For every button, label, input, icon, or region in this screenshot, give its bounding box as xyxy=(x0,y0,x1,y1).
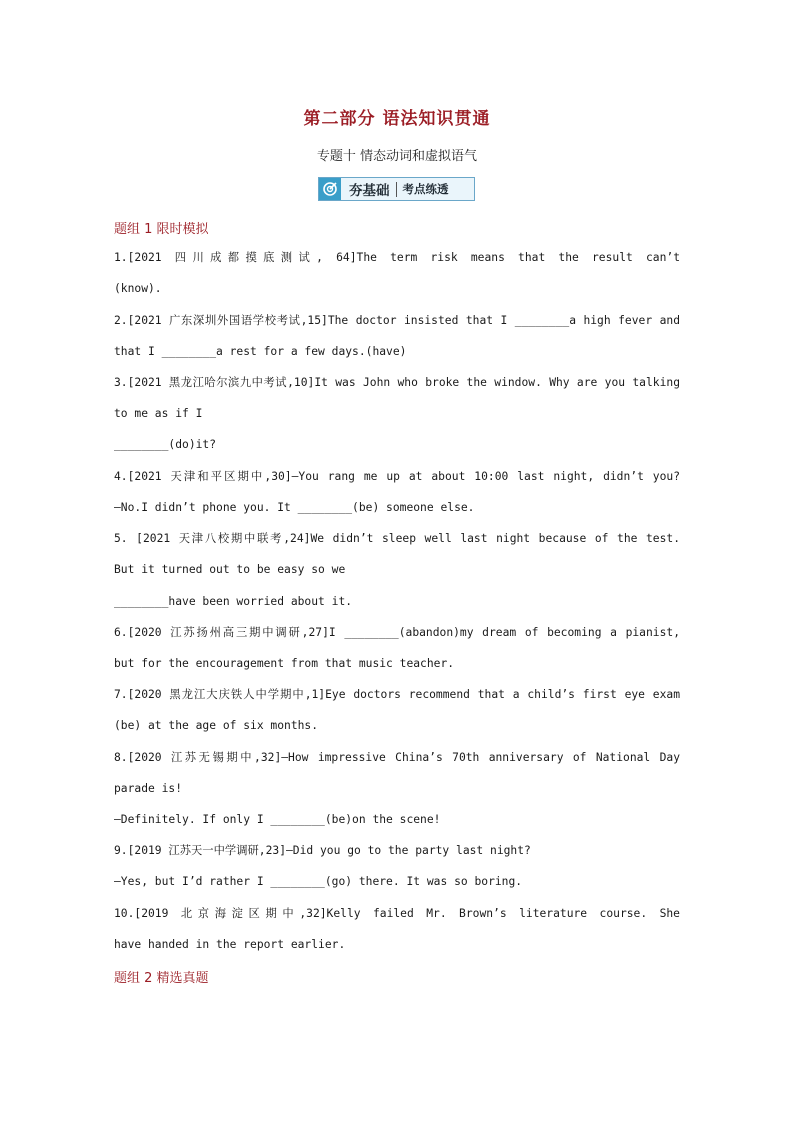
section-badge xyxy=(318,177,475,201)
question-line: (be) at the age of six months. xyxy=(114,719,319,732)
question-line: 5. [2021 天津八校期中联考,24]We didn’t sleep well last night because of the test. xyxy=(114,532,680,545)
question-line: that I ________a rest for a few days.(have) xyxy=(114,345,407,358)
target-icon xyxy=(319,178,341,200)
group-heading-1: 题组 1 限时模拟 xyxy=(114,222,209,237)
badge-main-label: 夯基础 xyxy=(349,183,390,199)
question-line: But it turned out to be easy so we xyxy=(114,563,346,576)
question-line: —No.I didn’t phone you. It ________(be) someone else. xyxy=(114,501,475,514)
question-line: 1.[2021 四川成都摸底测试, 64]The term risk means that the result can’t xyxy=(114,251,680,264)
question-line: ________have been worried about it. xyxy=(114,595,353,608)
page-title: 第二部分 语法知识贯通 xyxy=(303,109,491,129)
question-line: to me as if I xyxy=(114,407,203,420)
question-line: have handed in the report earlier. xyxy=(114,938,346,951)
question-line: but for the encouragement from that music teacher. xyxy=(114,657,455,670)
badge-sub-label: 考点练透 xyxy=(402,182,449,196)
question-line: (know). xyxy=(114,282,162,295)
question-line: —Yes, but I’d rather I ________(go) there. It was so boring. xyxy=(114,875,523,888)
page-subtitle: 专题十 情态动词和虚拟语气 xyxy=(316,149,478,164)
question-line: 9.[2019 江苏天一中学调研,23]—Did you go to the party last night? xyxy=(114,844,531,857)
question-line: 6.[2020 江苏扬州高三期中调研,27]I ________(abandon)my dream of becoming a pianist, xyxy=(114,626,680,639)
question-line: 2.[2021 广东深圳外国语学校考试,15]The doctor insisted that I ________a high fever and xyxy=(114,314,680,327)
question-line: 4.[2021 天津和平区期中,30]—You rang me up at about 10:00 last night, didn’t you? xyxy=(114,470,680,483)
group-heading-2: 题组 2 精选真题 xyxy=(114,971,209,986)
question-line: ________(do)it? xyxy=(114,438,217,451)
question-line: 3.[2021 黑龙江哈尔滨九中考试,10]It was John who broke the window. Why are you talking xyxy=(114,376,680,389)
question-line: 10.[2019 北京海淀区期中,32]Kelly failed Mr. Brown’s literature course. She xyxy=(114,907,680,920)
question-line: 8.[2020 江苏无锡期中,32]—How impressive China’s 70th anniversary of National Day xyxy=(114,751,680,764)
question-line: —Definitely. If only I ________(be)on the scene! xyxy=(114,813,441,826)
question-line: 7.[2020 黑龙江大庆铁人中学期中,1]Eye doctors recommend that a child’s first eye exam xyxy=(114,688,680,701)
question-line: parade is! xyxy=(114,782,183,795)
